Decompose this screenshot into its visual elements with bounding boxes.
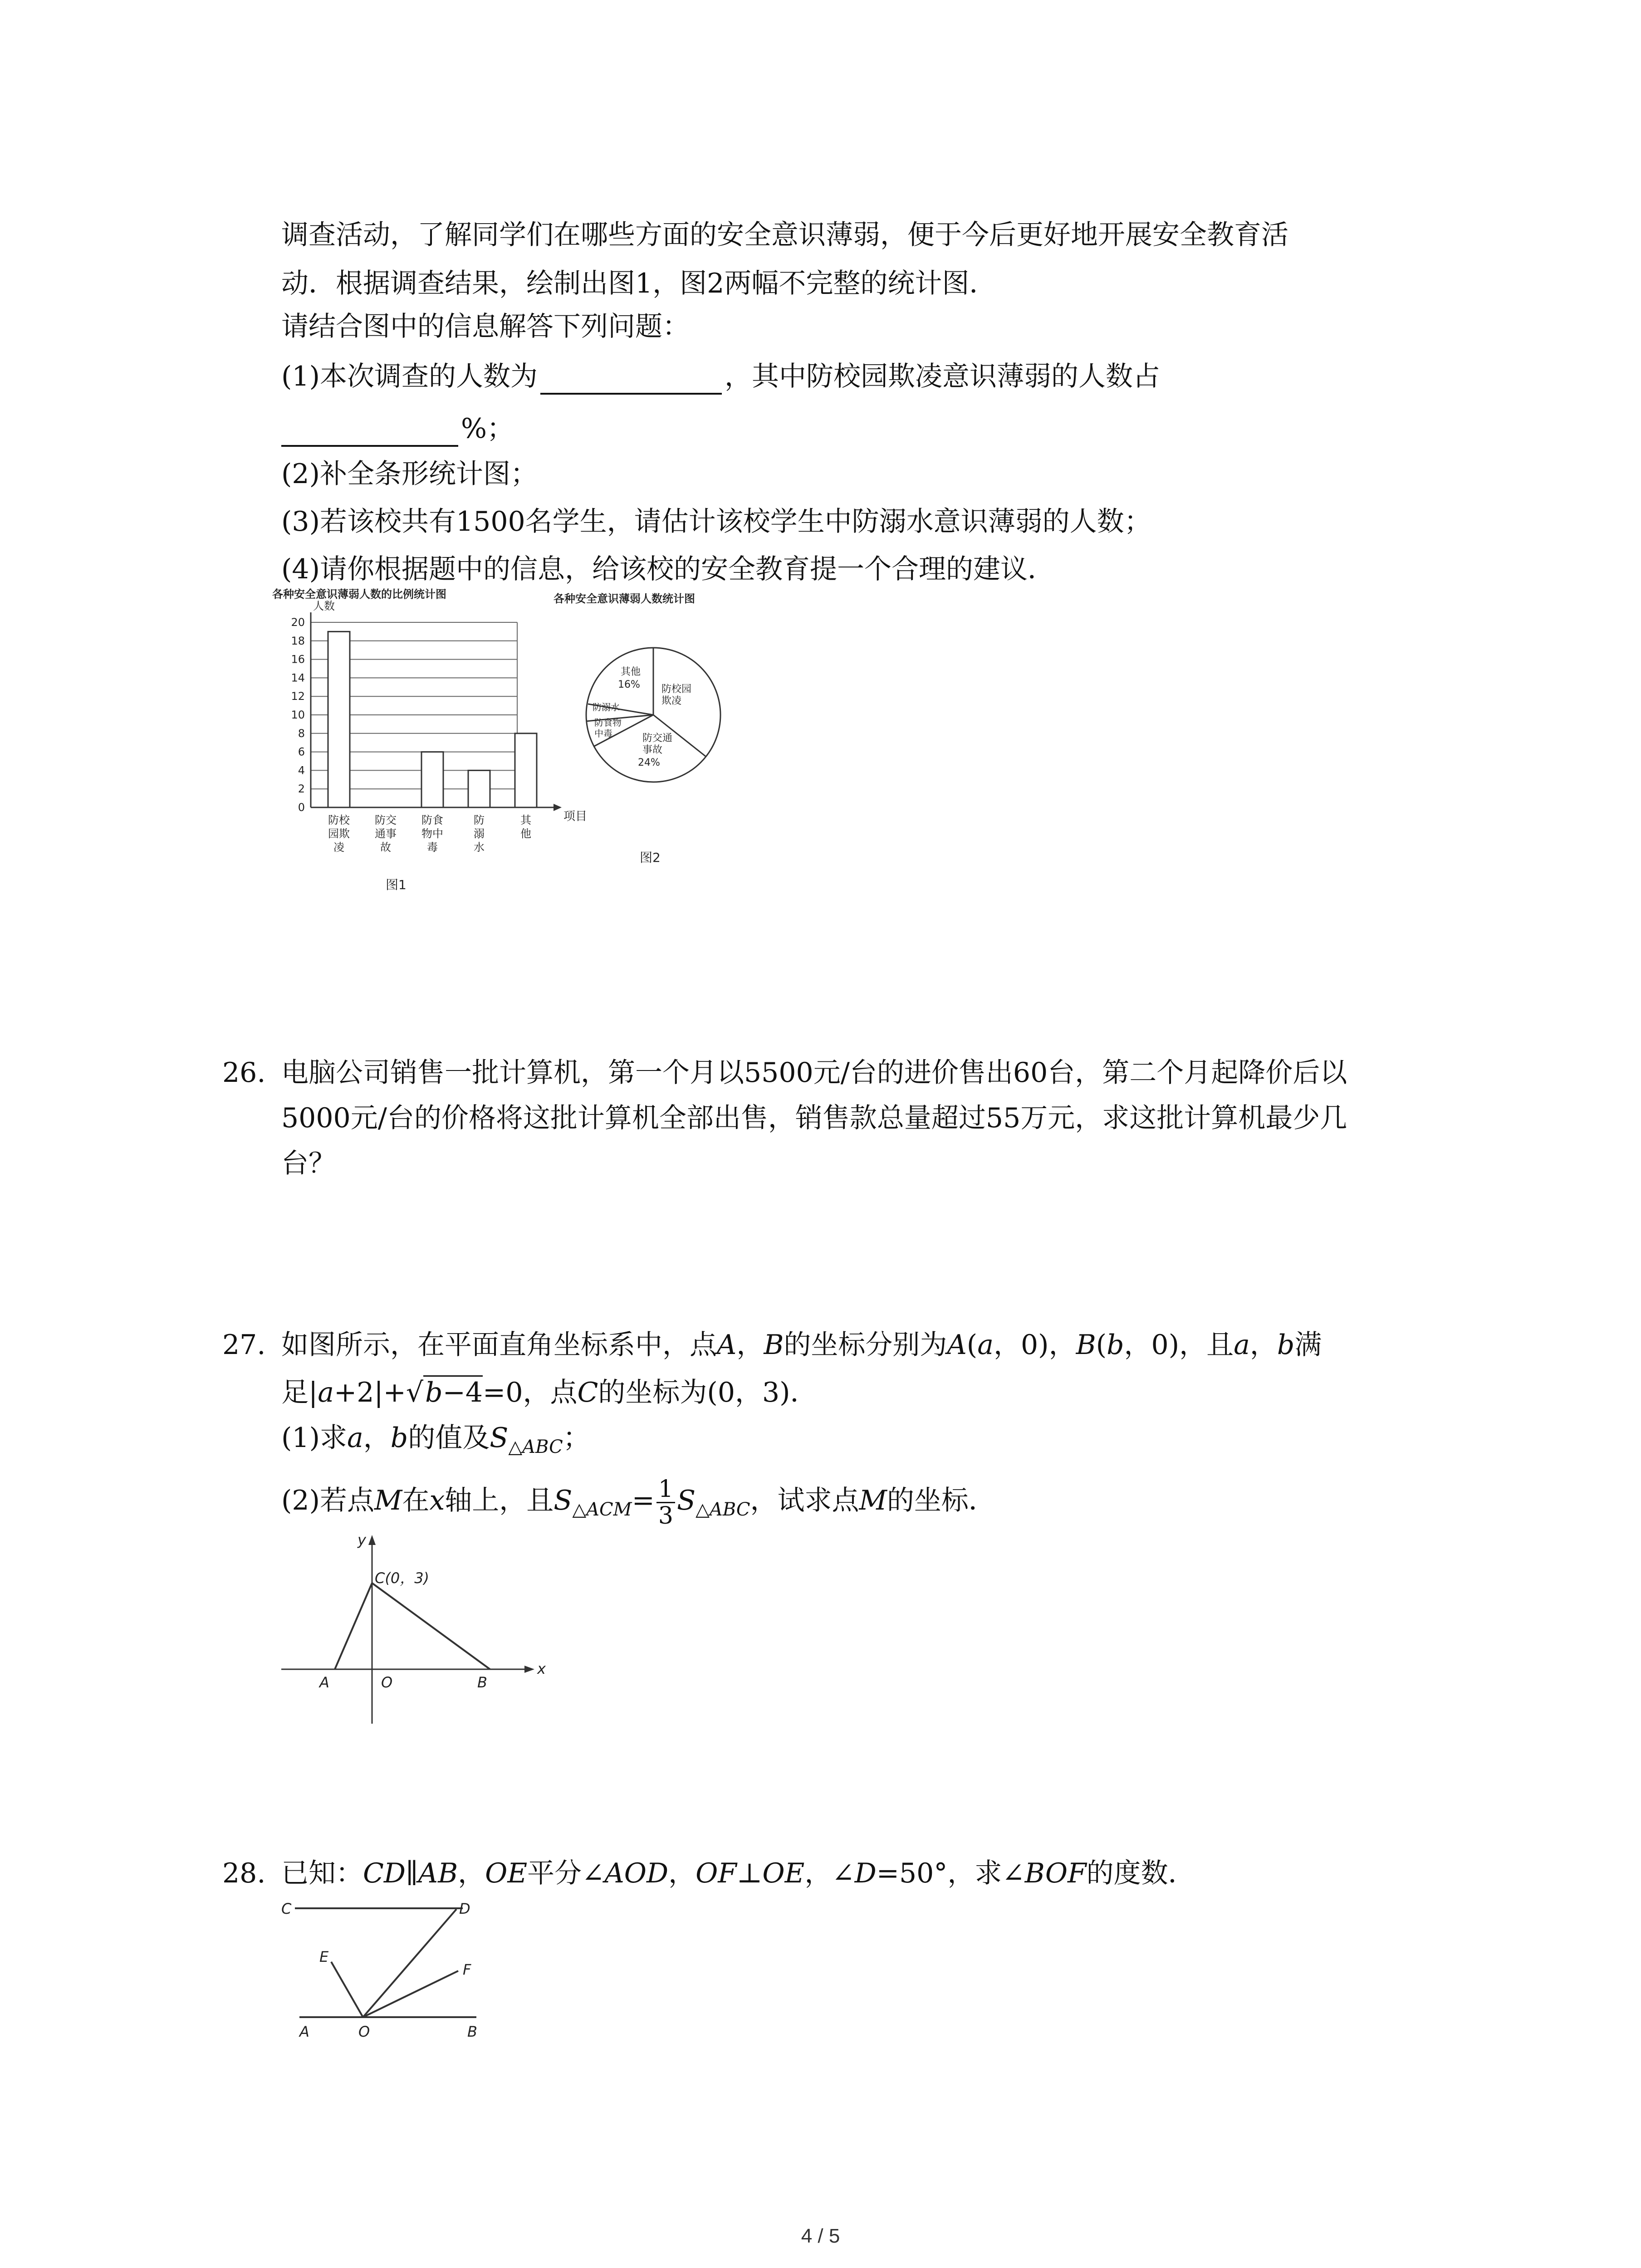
y-axis-arrow (368, 1535, 376, 1545)
pie-label-drowning: 防溺水 (593, 702, 620, 713)
q25-line1: 调查活动，了解同学们在哪些方面的安全意识薄弱，便于今后更好地开展安全教育活 (281, 219, 1288, 251)
fraction-one-third: $\frac{1}{3}$ (656, 1476, 675, 1529)
y-tick-label: 20 (291, 616, 305, 629)
label-D: D (459, 1900, 470, 1917)
y-tick-label: 6 (298, 745, 305, 758)
pie-label-food: 防食物中毒 (594, 717, 622, 739)
y-tick-label: 0 (298, 801, 305, 814)
x-tick-label: 其他 (520, 814, 531, 840)
label-C: C (281, 1900, 292, 1917)
q27-number: 27. (222, 1329, 266, 1361)
label-y: y (358, 1531, 366, 1549)
label-F: F (463, 1961, 471, 1978)
segment-OE (331, 1962, 363, 2017)
bar-chart-ylabel: 人数 (313, 600, 335, 612)
y-tick-label: 18 (291, 634, 305, 647)
q27-part1: (1)求a，b的值及$S_{\triangle ABC}$； (281, 1422, 590, 1457)
x-tick-label: 防溺水 (474, 814, 485, 854)
q28-number: 28. (222, 1857, 266, 1889)
label-A: A (319, 1674, 329, 1691)
bar-chart-y-ticks (291, 616, 305, 814)
q25-line3: 请结合图中的信息解答下列问题： (281, 311, 690, 342)
segment-OF (363, 1971, 458, 2017)
y-tick-label: 12 (291, 690, 305, 703)
bar-chart-figure1 (263, 585, 590, 903)
label-B: B (467, 2023, 477, 2039)
label-x: x (537, 1660, 546, 1677)
label-A: A (299, 2023, 309, 2039)
pie-label-bullying: 防校园欺凌 (661, 684, 692, 707)
q25-part4: (4)请你根据题中的信息，给该校的安全教育提一个合理的建议． (281, 553, 1055, 585)
bar (328, 631, 350, 807)
pie-label-traffic: 防交通事故 (642, 733, 673, 756)
page-number: 4 / 5 (801, 2225, 840, 2247)
y-tick-label: 8 (298, 727, 305, 740)
q28-angle-figure (272, 1889, 508, 2039)
label-C: C(0，3) (375, 1569, 430, 1587)
q26-line2: 5000元/台的价格将这批计算机全部出售，销售款总量超过55万元，求这批计算机最少几 (281, 1102, 1347, 1134)
q26-line3: 台？ (281, 1148, 336, 1179)
pie-value-traffic: 24% (638, 757, 660, 768)
segment-OD (363, 1909, 456, 2017)
q25-part1 (281, 358, 1160, 395)
pie-chart-figure2 (544, 590, 744, 871)
y-tick-label: 4 (298, 764, 305, 777)
answer-blank-count (540, 361, 722, 395)
pie-value-other: 16% (618, 679, 640, 690)
q27-line1: 如图所示，在平面直角坐标系中，点A，B的坐标分别为A(a，0)，B(b，0)，且a，b满 (281, 1329, 1322, 1361)
q25-part1-text-a: (1)本次调查的人数为 (281, 361, 538, 392)
y-tick-label: 10 (291, 709, 305, 721)
q25-part1-text-c: %； (461, 413, 514, 445)
x-tick-label: 防食物中毒 (421, 814, 443, 854)
bar-chart-caption: 图1 (386, 877, 407, 892)
q25-part3: (3)若该校共有1500名学生，请估计该校学生中防溺水意识薄弱的人数； (281, 506, 1151, 538)
q28-line1: 已知：CD∥AB，OE平分∠AOD，OF⊥OE，∠D=50°，求∠BOF的度数． (281, 1857, 1195, 1889)
bar-chart-x-labels (328, 814, 532, 854)
answer-blank-percent (281, 413, 458, 447)
pie-chart-caption: 图2 (640, 850, 661, 865)
bar-chart-xlabel: 项目 (563, 810, 588, 823)
q27-line2: 足|a+2|+√b−4=0，点C的坐标为(0，3)． (281, 1374, 818, 1411)
pie-label-other: 其他 (621, 666, 641, 678)
q25-part1-cont (281, 411, 514, 447)
segment-CB (372, 1583, 490, 1669)
label-B: B (477, 1674, 487, 1691)
y-tick-label: 14 (291, 671, 305, 684)
q26-number: 26. (222, 1057, 266, 1089)
segment-AC (335, 1583, 372, 1669)
y-tick-label: 16 (291, 653, 305, 666)
q27-part2: (2)若点M在x轴上，且$S_{\triangle ACM}=$ $\frac{1}{3}$ $S_{\triangle ABC}$，试求点M的坐标． (281, 1476, 996, 1530)
pie-chart-title: 各种安全意识薄弱人数统计图 (554, 592, 695, 605)
q25-part2: (2)补全条形统计图； (281, 458, 538, 490)
q26-line1: 电脑公司销售一批计算机，第一个月以5500元/台的进价售出60台，第二个月起降价后以 (281, 1057, 1347, 1089)
label-O: O (358, 2023, 370, 2039)
x-axis-arrow (524, 1666, 534, 1673)
bar-chart-bars (328, 631, 537, 807)
q25-part1-text-b: ，其中防校园欺凌意识薄弱的人数占 (725, 361, 1160, 392)
bar (421, 752, 443, 807)
label-E: E (319, 1948, 329, 1965)
label-O: O (381, 1674, 393, 1691)
q27-coordinate-figure (272, 1529, 563, 1737)
bar (468, 770, 490, 807)
q25-line2: 动．根据调查结果，绘制出图1，图2两幅不完整的统计图． (281, 268, 997, 299)
x-tick-label: 防交通事故 (375, 814, 397, 854)
bar (515, 733, 537, 807)
y-tick-label: 2 (298, 782, 305, 796)
bar-chart-title: 各种安全意识薄弱人数的比例统计图 (272, 588, 446, 601)
x-tick-label: 防校园欺凌 (328, 814, 350, 854)
